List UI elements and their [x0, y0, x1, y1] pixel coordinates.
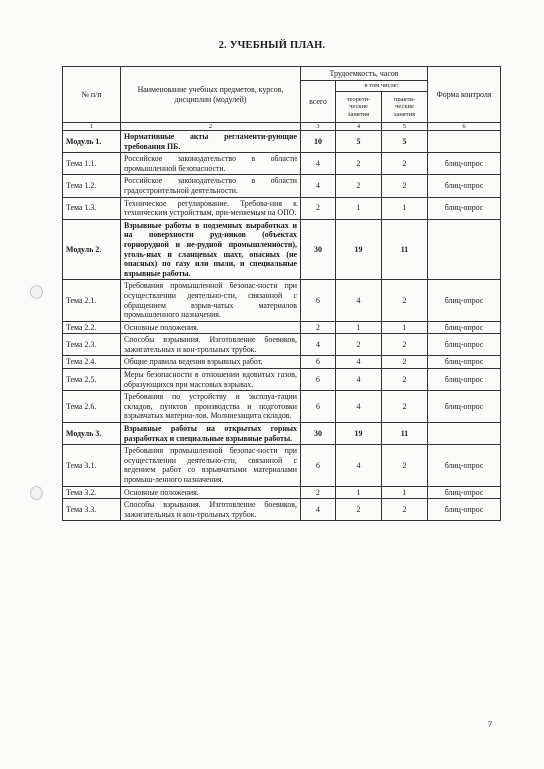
row-name: Основные положения. — [121, 486, 301, 499]
topic-row — [63, 499, 501, 521]
row-total-hours: 4 — [301, 334, 336, 356]
page-number: 7 — [488, 720, 492, 729]
table-body — [63, 131, 501, 521]
column-index: 1 — [63, 123, 121, 131]
row-theory-hours: 19 — [336, 219, 382, 280]
row-practice-hours: 2 — [382, 280, 428, 321]
header-including: в том числе: — [336, 81, 428, 92]
row-name: Основные положения. — [121, 321, 301, 334]
row-practice-hours: 11 — [382, 423, 428, 445]
row-name: Меры безопасности в отношении ядовитых газов, образующихся при массовых взрывах. — [121, 369, 301, 391]
row-name: Способы взрывания. Изготовление боевиков, зажигательных и кон-трольных трубок. — [121, 334, 301, 356]
row-theory-hours: 1 — [336, 321, 382, 334]
row-practice-hours: 2 — [382, 445, 428, 486]
column-index: 2 — [121, 123, 301, 131]
topic-row — [63, 280, 501, 321]
module-row — [63, 219, 501, 280]
row-name: Требования по устройству и эксплуа-тации складов, пунктов производства и подготовки взрывчатых материа-лов. Молниезащита складов. — [121, 391, 301, 423]
row-name: Российское законодательство в области градостроительной деятельности. — [121, 175, 301, 197]
row-theory-hours: 4 — [336, 445, 382, 486]
row-practice-hours: 5 — [382, 131, 428, 153]
row-total-hours: 6 — [301, 280, 336, 321]
row-name: Российское законодательство в области промышленной безопасности. — [121, 153, 301, 175]
row-theory-hours: 1 — [336, 197, 382, 219]
row-theory-hours: 2 — [336, 334, 382, 356]
header-practice: практи-ческие занятия — [382, 92, 428, 123]
row-total-hours: 10 — [301, 131, 336, 153]
row-practice-hours: 2 — [382, 153, 428, 175]
row-theory-hours: 4 — [336, 280, 382, 321]
row-theory-hours: 1 — [336, 486, 382, 499]
row-theory-hours: 4 — [336, 391, 382, 423]
row-code: Модуль 2. — [63, 219, 121, 280]
row-total-hours: 30 — [301, 423, 336, 445]
row-control-form: блиц-опрос — [428, 486, 501, 499]
row-total-hours: 4 — [301, 175, 336, 197]
page-title: 2. УЧЕБНЫЙ ПЛАН. — [218, 40, 326, 51]
topic-row — [63, 486, 501, 499]
row-control-form: блиц-опрос — [428, 499, 501, 521]
row-code: Тема 2.5. — [63, 369, 121, 391]
row-name: Техническое регулирование. Требова-ния к техническим устройствам, при-меняемым на ОПО. — [121, 197, 301, 219]
row-practice-hours: 1 — [382, 197, 428, 219]
row-control-form: блиц-опрос — [428, 391, 501, 423]
row-control-form: блиц-опрос — [428, 197, 501, 219]
row-total-hours: 30 — [301, 219, 336, 280]
row-control-form: блиц-опрос — [428, 369, 501, 391]
row-code: Тема 2.4. — [63, 356, 121, 369]
row-practice-hours: 2 — [382, 356, 428, 369]
row-name: Взрывные работы на открытых горных разработках и специальные взрывные работы. — [121, 423, 301, 445]
column-index-row — [63, 123, 501, 131]
row-control-form — [428, 219, 501, 280]
row-total-hours: 2 — [301, 321, 336, 334]
row-control-form: блиц-опрос — [428, 321, 501, 334]
row-practice-hours: 2 — [382, 334, 428, 356]
row-total-hours: 2 — [301, 197, 336, 219]
row-code: Тема 3.2. — [63, 486, 121, 499]
row-name: Требования промышленной безопас-ности при осуществлении деятельно-сти, связанной с ведением работ со взрывчатыми материалами промыш-ленного назначения. — [121, 445, 301, 486]
topic-row — [63, 356, 501, 369]
module-row — [63, 423, 501, 445]
topic-row — [63, 334, 501, 356]
row-code: Тема 2.6. — [63, 391, 121, 423]
row-control-form: блиц-опрос — [428, 175, 501, 197]
topic-row — [63, 153, 501, 175]
row-total-hours: 4 — [301, 499, 336, 521]
row-control-form: блиц-опрос — [428, 356, 501, 369]
topic-row — [63, 369, 501, 391]
topic-row — [63, 197, 501, 219]
row-theory-hours: 5 — [336, 131, 382, 153]
row-theory-hours: 4 — [336, 369, 382, 391]
row-theory-hours: 2 — [336, 175, 382, 197]
row-total-hours: 4 — [301, 153, 336, 175]
header-hours: Трудоемкость, часов — [301, 67, 428, 81]
row-total-hours: 2 — [301, 486, 336, 499]
row-code: Тема 2.3. — [63, 334, 121, 356]
row-total-hours: 6 — [301, 369, 336, 391]
row-practice-hours: 11 — [382, 219, 428, 280]
topic-row — [63, 321, 501, 334]
header-form: Форма контроля — [428, 67, 501, 123]
row-name: Требования промышленной безопас-ности при осуществлении деятельно-сти, связанной с обращением взрыв-чатых материалов промышленного назначения. — [121, 280, 301, 321]
topic-row — [63, 175, 501, 197]
row-code: Тема 1.2. — [63, 175, 121, 197]
column-index: 5 — [382, 123, 428, 131]
column-index: 6 — [428, 123, 501, 131]
row-code: Тема 2.2. — [63, 321, 121, 334]
row-control-form: блиц-опрос — [428, 153, 501, 175]
row-theory-hours: 4 — [336, 356, 382, 369]
punch-hole-bottom — [30, 486, 43, 500]
header-name: Наименование учебных предметов, курсов, дисциплин (модулей) — [121, 67, 301, 123]
row-theory-hours: 2 — [336, 499, 382, 521]
row-code: Тема 1.1. — [63, 153, 121, 175]
row-name: Взрывные работы в подземных выработках и на поверхности руд-ников (объектах горнорудной и не-рудной промышленности), уголь-ных и сланцевых шахт, опасных (не опасных) по газу или пыли, и специальные взрывные работы. — [121, 219, 301, 280]
row-control-form: блиц-опрос — [428, 445, 501, 486]
row-practice-hours: 2 — [382, 175, 428, 197]
row-practice-hours: 2 — [382, 391, 428, 423]
row-theory-hours: 2 — [336, 153, 382, 175]
row-control-form — [428, 423, 501, 445]
header-total: всего — [301, 81, 336, 123]
row-code: Тема 2.1. — [63, 280, 121, 321]
row-practice-hours: 2 — [382, 499, 428, 521]
topic-row — [63, 391, 501, 423]
row-name: Общие правила ведения взрывных работ. — [121, 356, 301, 369]
row-code: Тема 1.3. — [63, 197, 121, 219]
row-total-hours: 6 — [301, 391, 336, 423]
row-total-hours: 6 — [301, 445, 336, 486]
row-code: Модуль 3. — [63, 423, 121, 445]
row-practice-hours: 1 — [382, 321, 428, 334]
topic-row — [63, 445, 501, 486]
module-row — [63, 131, 501, 153]
row-name: Способы взрывания. Изготовление боевиков, зажигательных и кон-трольных трубок. — [121, 499, 301, 521]
header-theory: теорети-ческие занятия — [336, 92, 382, 123]
row-code: Модуль 1. — [63, 131, 121, 153]
punch-hole-top — [30, 285, 43, 299]
curriculum-table — [62, 66, 501, 521]
row-practice-hours: 1 — [382, 486, 428, 499]
row-code: Тема 3.3. — [63, 499, 121, 521]
row-code: Тема 3.1. — [63, 445, 121, 486]
row-total-hours: 6 — [301, 356, 336, 369]
row-name: Нормативные акты регламенти-рующие требования ПБ. — [121, 131, 301, 153]
row-theory-hours: 19 — [336, 423, 382, 445]
row-practice-hours: 2 — [382, 369, 428, 391]
column-index: 4 — [336, 123, 382, 131]
row-control-form: блиц-опрос — [428, 280, 501, 321]
header-num: № п/п — [63, 67, 121, 123]
column-index: 3 — [301, 123, 336, 131]
row-control-form — [428, 131, 501, 153]
row-control-form: блиц-опрос — [428, 334, 501, 356]
